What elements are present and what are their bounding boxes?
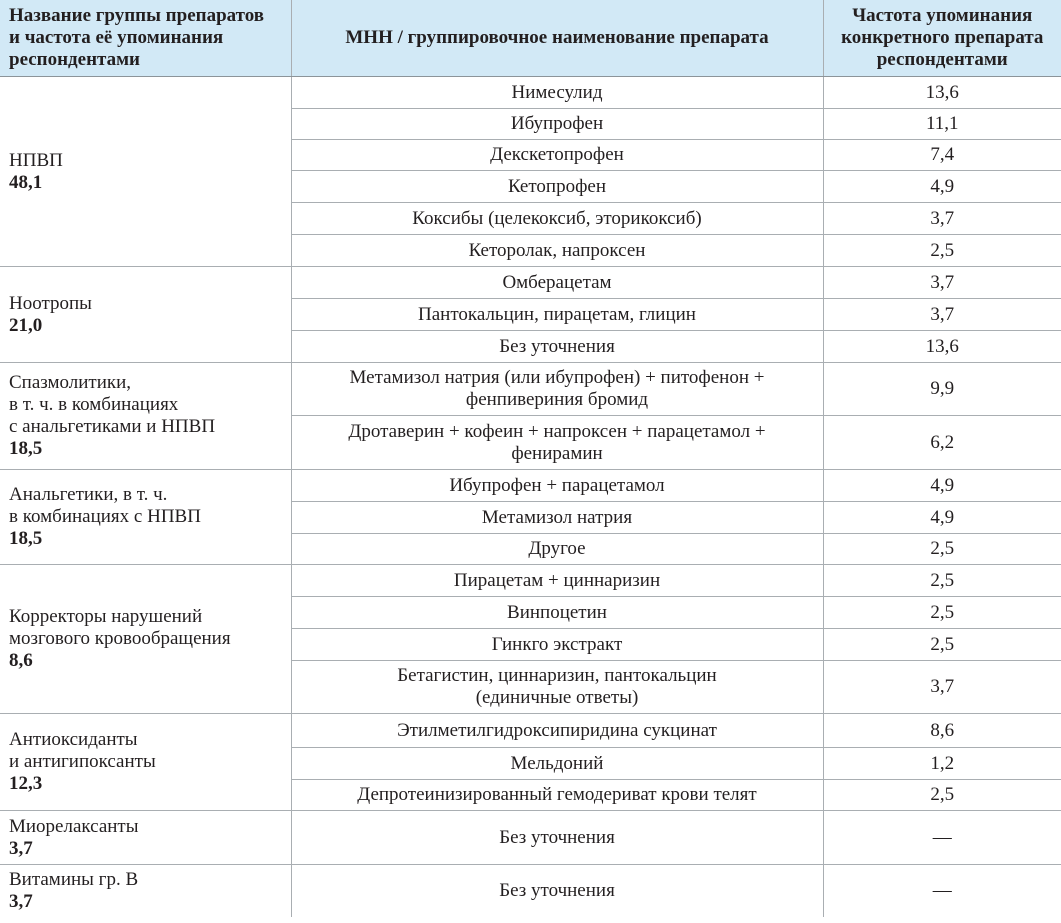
drug-name: Омберацетам [291, 267, 823, 299]
table-row [0, 865, 1061, 917]
drug-frequency: 2,5 [823, 565, 1061, 597]
drug-frequency: 2,5 [823, 235, 1061, 267]
table-header-row [0, 0, 1061, 77]
drug-name: Кетопрофен [291, 171, 823, 203]
drug-name: Мельдоний [291, 748, 823, 780]
table-row [0, 77, 1061, 109]
group-cell [0, 470, 291, 565]
drug-frequency: 3,7 [823, 661, 1061, 714]
drug-name: Винпоцетин [291, 597, 823, 629]
group-name: Ноотропы [9, 292, 92, 314]
drug-name: Метамизол натрия [291, 502, 823, 534]
drug-frequency: 4,9 [823, 502, 1061, 534]
drug-name: Ибупрофен [291, 109, 823, 140]
drug-frequency: 8,6 [823, 714, 1061, 748]
group-frequency: 18,5 [9, 528, 43, 549]
drug-frequency: 4,9 [823, 171, 1061, 203]
group-name: Миорелаксанты [9, 815, 139, 837]
drug-frequency: 11,1 [823, 109, 1061, 140]
drug-frequency: 4,9 [823, 470, 1061, 502]
header-group-name: Название группы препаратов и частота её упоминания респондентами [0, 0, 291, 77]
drug-name: Бетагистин, циннаризин, пантокальцин (единичные ответы) [291, 661, 823, 714]
drug-name: Другое [291, 534, 823, 565]
drug-frequency: 9,9 [823, 363, 1061, 416]
drug-frequency: — [823, 811, 1061, 865]
group-name: Спазмолитики, в т. ч. в комбинациях с анальгетиками и НПВП [9, 372, 216, 437]
drug-frequency: 3,7 [823, 203, 1061, 235]
drug-name: Пантокальцин, пирацетам, глицин [291, 299, 823, 331]
group-cell [0, 811, 291, 865]
drug-name: Коксибы (целекоксиб, эторикоксиб) [291, 203, 823, 235]
drug-frequency: 13,6 [823, 331, 1061, 363]
table-row [0, 267, 1061, 299]
drug-name: Ибупрофен + парацетамол [291, 470, 823, 502]
drug-frequency: 2,5 [823, 534, 1061, 565]
table-row [0, 811, 1061, 865]
header-frequency: Частота упоминания конкретного препарата респондентами [823, 0, 1061, 77]
drug-name: Гинкго экстракт [291, 629, 823, 661]
drug-frequency: 2,5 [823, 780, 1061, 811]
drug-frequency: 13,6 [823, 77, 1061, 109]
drug-name: Декскетопрофен [291, 140, 823, 171]
group-cell [0, 714, 291, 811]
drug-name: Пирацетам + циннаризин [291, 565, 823, 597]
drug-frequency: 2,5 [823, 597, 1061, 629]
group-frequency: 8,6 [9, 650, 33, 671]
table-row [0, 714, 1061, 748]
drug-name: Этилметилгидроксипиридина сукцинат [291, 714, 823, 748]
group-name: НПВП [9, 149, 63, 171]
group-cell [0, 565, 291, 714]
drug-frequency: 3,7 [823, 299, 1061, 331]
drug-frequency: 3,7 [823, 267, 1061, 299]
group-name: Корректоры нарушений мозгового кровообращения [9, 606, 231, 649]
table-row [0, 363, 1061, 416]
drug-frequency: 7,4 [823, 140, 1061, 171]
group-name: Витамины гр. В [9, 868, 139, 890]
group-name: Антиоксиданты и антигипоксанты [9, 729, 156, 772]
drug-name: Нимесулид [291, 77, 823, 109]
group-frequency: 3,7 [9, 890, 33, 912]
table-row [0, 565, 1061, 597]
table-row [0, 470, 1061, 502]
drug-frequency: — [823, 865, 1061, 917]
group-cell [0, 865, 291, 917]
group-frequency: 48,1 [9, 171, 43, 193]
drug-frequency: 6,2 [823, 416, 1061, 470]
group-frequency: 18,5 [9, 438, 43, 459]
drug-name: Кеторолак, напроксен [291, 235, 823, 267]
drug-frequency: 1,2 [823, 748, 1061, 780]
group-cell [0, 363, 291, 470]
drug-name: Без уточнения [291, 331, 823, 363]
group-name: Анальгетики, в т. ч. в комбинациях с НПВП [9, 484, 201, 527]
group-cell [0, 267, 291, 363]
drug-frequency: 2,5 [823, 629, 1061, 661]
group-frequency: 21,0 [9, 314, 43, 336]
group-frequency: 12,3 [9, 773, 43, 794]
drug-name: Депротеинизированный гемодериват крови телят [291, 780, 823, 811]
drug-name: Дротаверин + кофеин + напроксен + парацетамол + фенирамин [291, 416, 823, 470]
header-drug-name: МНН / группировочное наименование препарата [291, 0, 823, 77]
group-frequency: 3,7 [9, 837, 33, 859]
drug-name: Без уточнения [291, 811, 823, 865]
drug-name: Без уточнения [291, 865, 823, 917]
group-cell [0, 77, 291, 267]
drug-name: Метамизол натрия (или ибупрофен) + питофенон + фенпивериния бромид [291, 363, 823, 416]
